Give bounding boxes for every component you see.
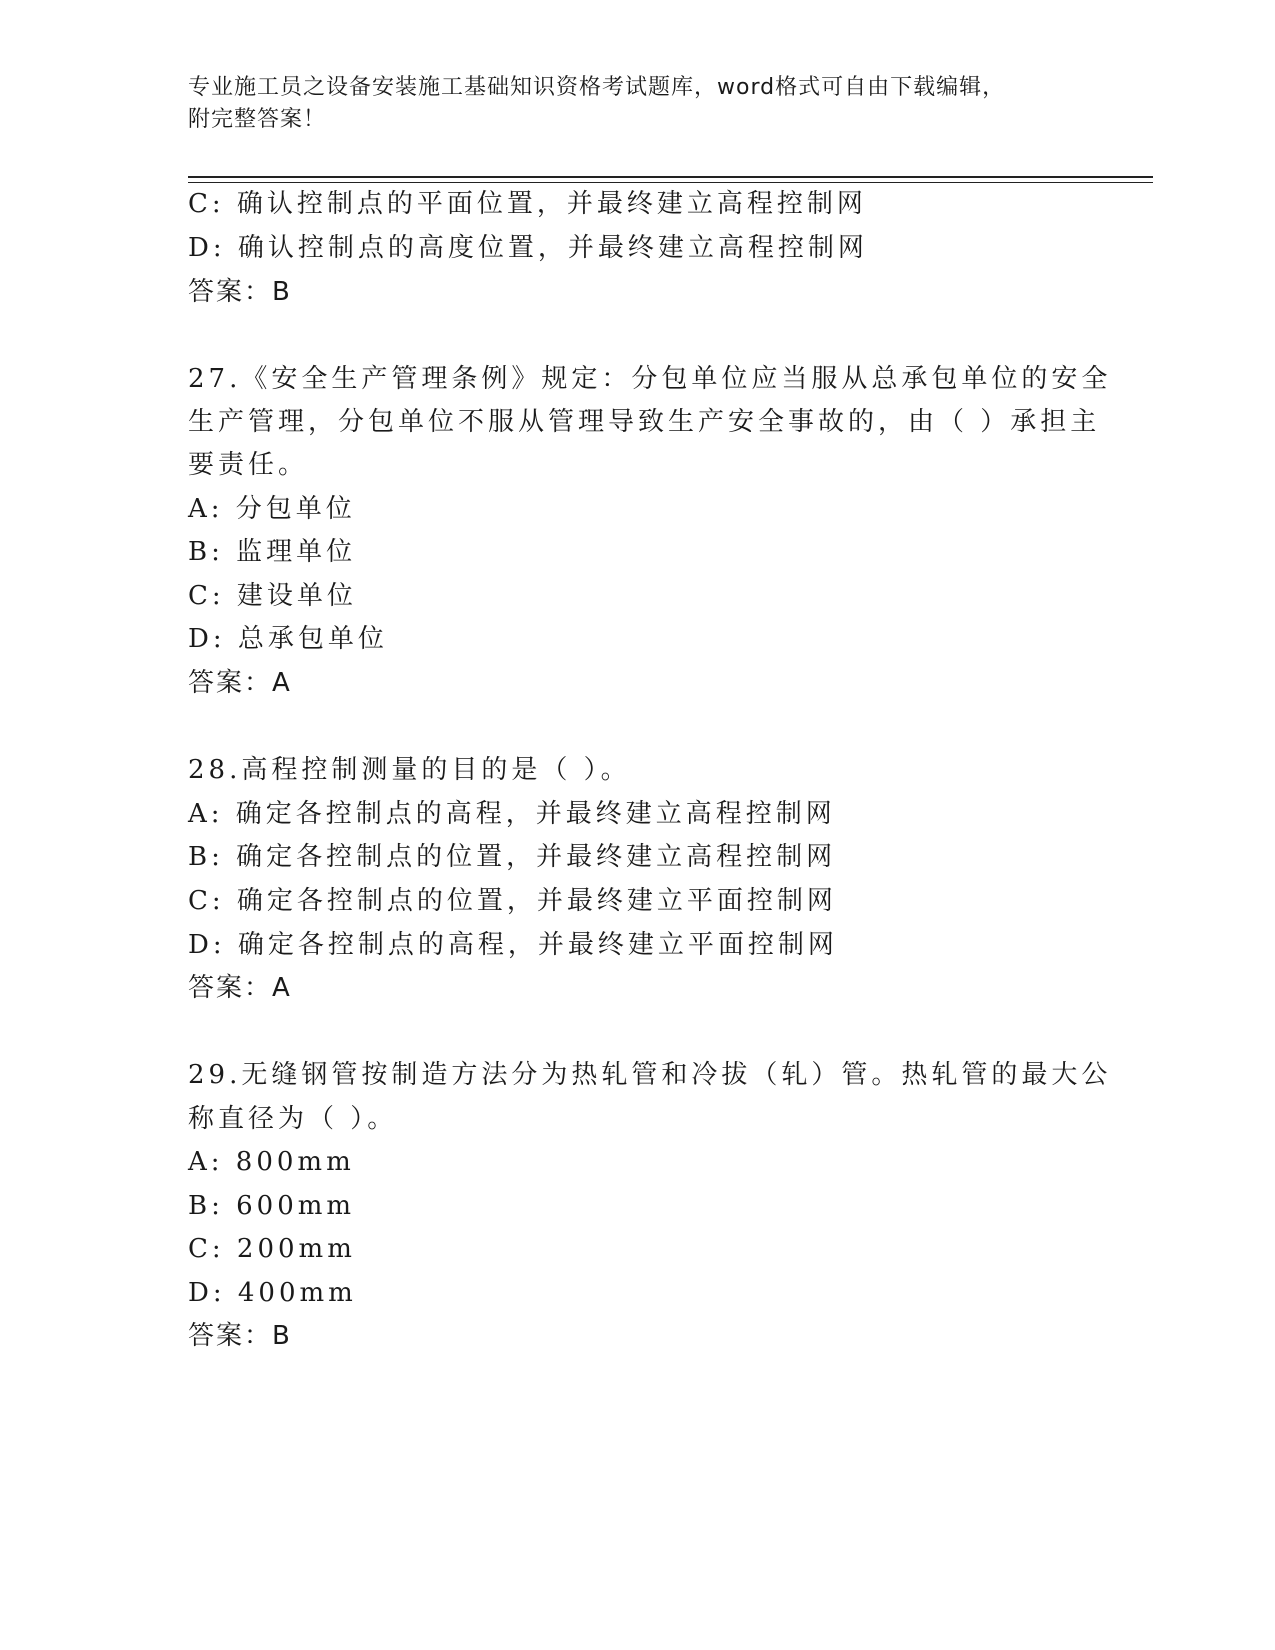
q29-stem-line-1: 29.无缝钢管按制造方法分为热轧管和冷拔（轧）管。热轧管的最大公 (188, 1060, 1112, 1090)
q29-answer: 答案：B (188, 1321, 292, 1351)
q27-option-c: C: 建设单位 (188, 581, 357, 611)
q28-stem-line-1: 28.高程控制测量的目的是（ ）。 (188, 755, 631, 785)
q28-option-a: A: 确定各控制点的高程，并最终建立高程控制网 (188, 799, 836, 829)
document-header (188, 72, 1068, 136)
q26-option-c: C: 确认控制点的平面位置，并最终建立高程控制网 (188, 189, 867, 219)
q29-stem-line-2: 称直径为（ ）。 (188, 1104, 398, 1134)
q28-option-c: C: 确定各控制点的位置，并最终建立平面控制网 (188, 886, 837, 916)
q29-option-b: B: 600mm (188, 1191, 356, 1221)
q27-option-b: B: 监理单位 (188, 537, 357, 567)
q28-answer: 答案：A (188, 973, 292, 1003)
q27-stem-line-3: 要责任。 (188, 450, 309, 480)
header-divider-thick (188, 176, 1153, 178)
q27-answer: 答案：A (188, 668, 292, 698)
header-line-1: 专业施工员之设备安装施工基础知识资格考试题库，word格式可自由下载编辑， (188, 75, 1006, 100)
q26-answer: 答案：B (188, 277, 292, 307)
q27-option-d: D: 总承包单位 (188, 624, 388, 654)
header-line-2: 附完整答案！ (188, 107, 327, 132)
q29-option-a: A: 800mm (188, 1147, 355, 1177)
q27-option-a: A: 分包单位 (188, 494, 356, 524)
header-divider-thin (188, 182, 1153, 183)
q29-option-d: D: 400mm (188, 1278, 357, 1308)
q29-option-c: C: 200mm (188, 1234, 356, 1264)
q27-stem-line-2: 生产管理，分包单位不服从管理导致生产安全事故的，由（ ）承担主 (188, 407, 1101, 437)
q28-option-b: B: 确定各控制点的位置，并最终建立高程控制网 (188, 842, 837, 872)
q28-option-d: D: 确定各控制点的高程，并最终建立平面控制网 (188, 930, 838, 960)
q26-option-d: D: 确认控制点的高度位置，并最终建立高程控制网 (188, 233, 868, 263)
q27-stem-line-1: 27.《安全生产管理条例》规定：分包单位应当服从总承包单位的安全 (188, 364, 1112, 394)
